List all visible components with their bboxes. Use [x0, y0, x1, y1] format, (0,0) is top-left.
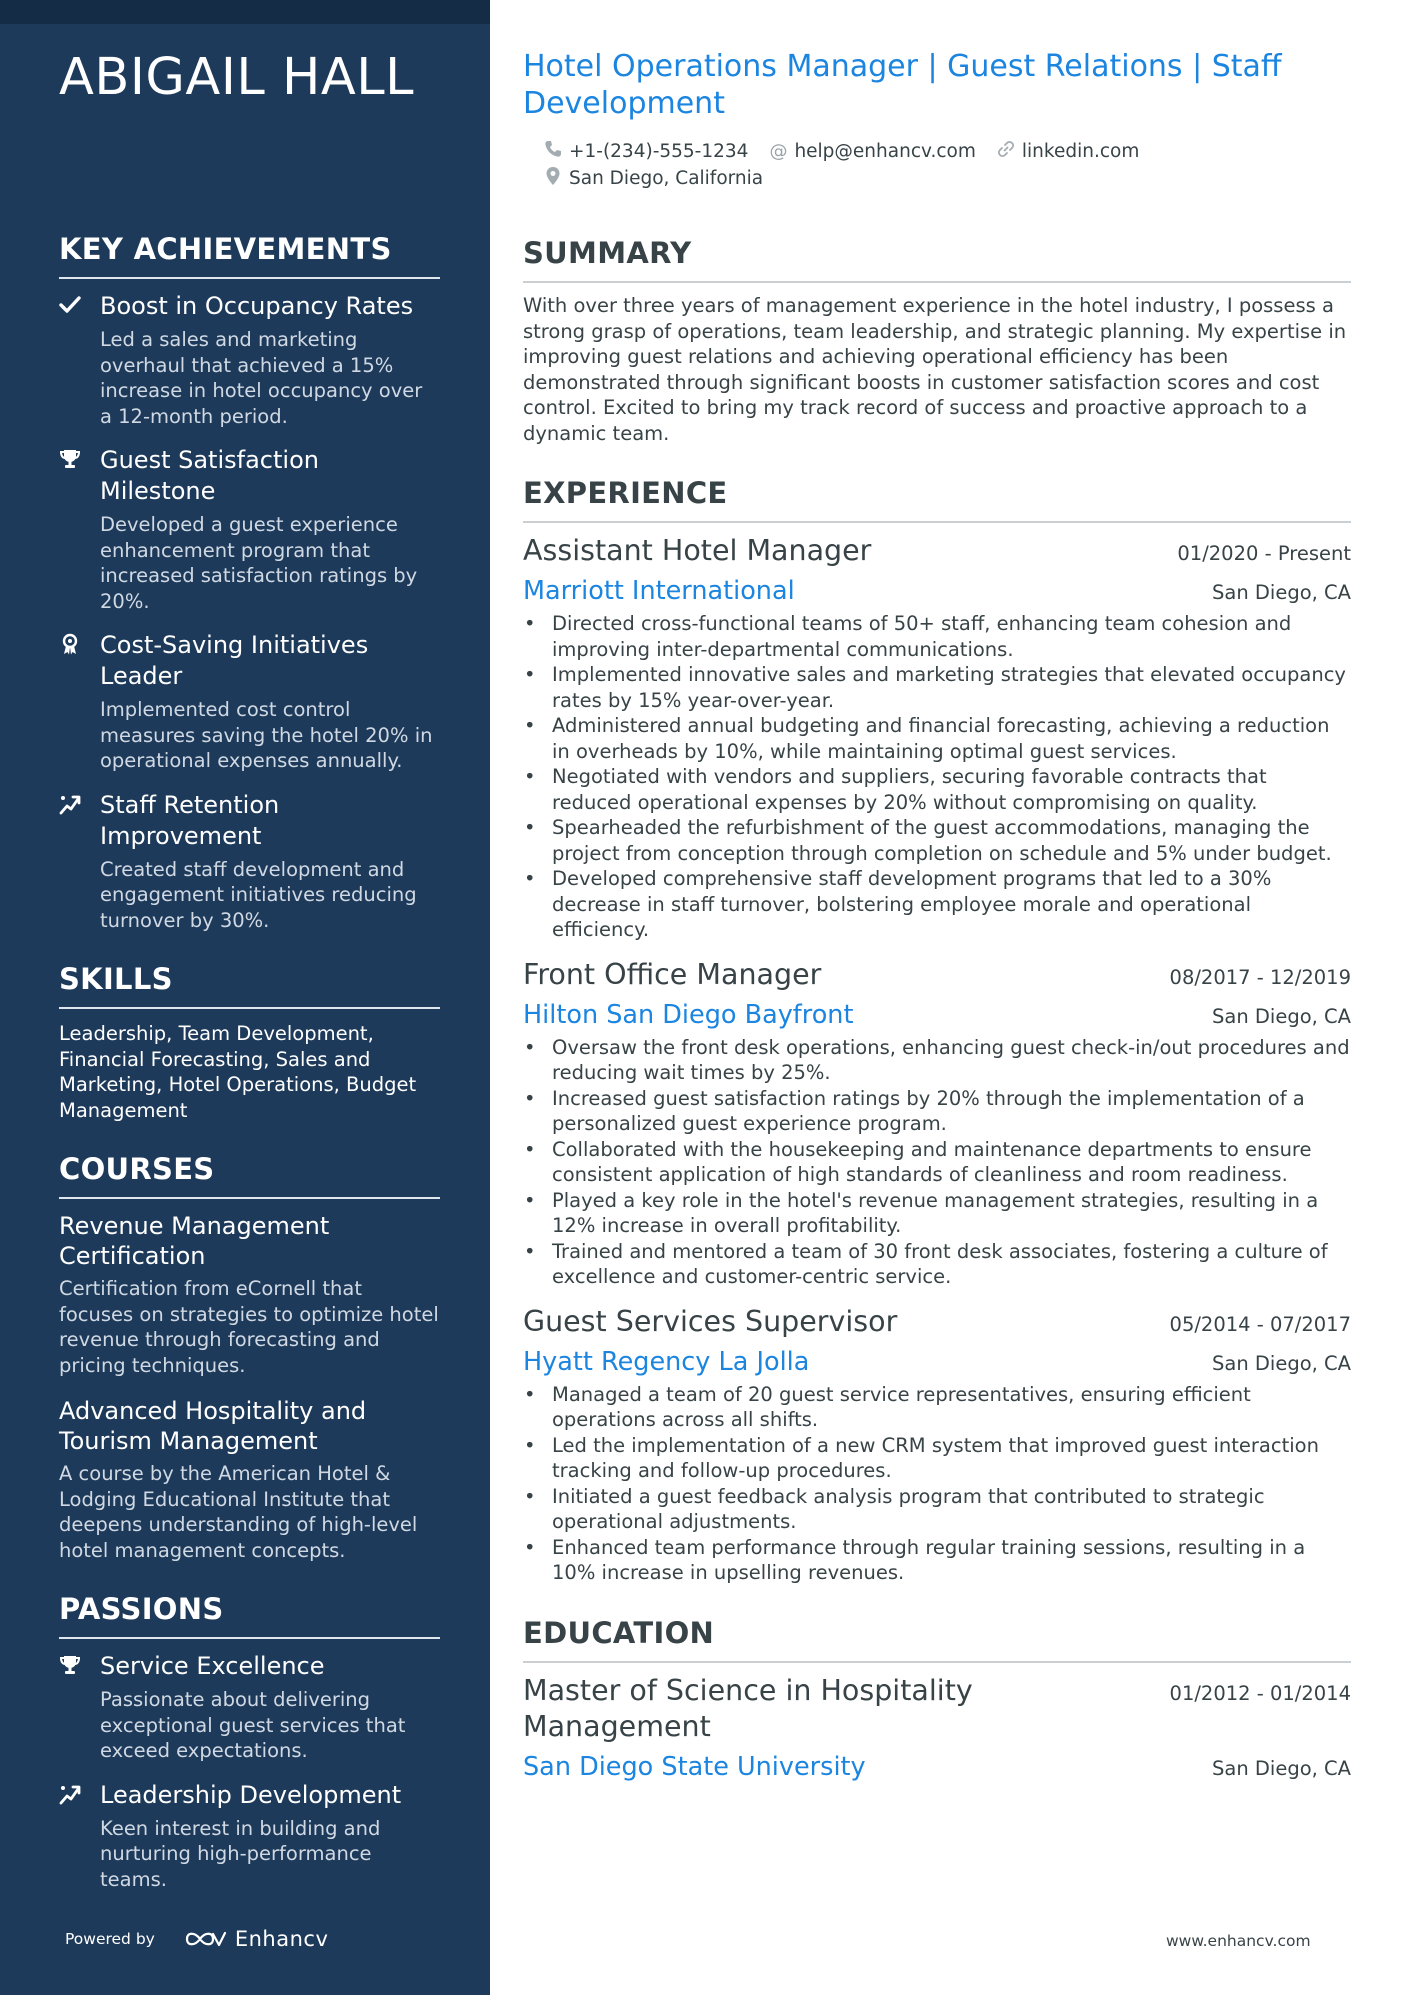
courses-title: COURSES [59, 1152, 440, 1199]
education-section [523, 1616, 1351, 1783]
main-content [523, 48, 1351, 1783]
course-description: A course by the American Hotel & Lodging Educational Institute that deepens understanding of high-level hotel management concepts. [59, 1462, 418, 1562]
job-entry [523, 1304, 1351, 1586]
achievement-title: Guest Satisfaction Milestone [100, 446, 319, 505]
enhancv-logo[interactable] [183, 1927, 329, 1951]
achievement-item [59, 445, 440, 614]
passions-section [59, 1592, 440, 1892]
bullet-item: • Played a key role in the hotel's revenue management strategies, resulting in a 12% increase in overall profitability. [523, 1188, 1351, 1239]
education-location: San Diego, CA [1212, 1756, 1351, 1780]
job-title: Front Office Manager [523, 957, 822, 991]
job-location: San Diego, CA [1212, 1351, 1351, 1375]
job-bullets [523, 611, 1351, 943]
summary-text: With over three years of management experience in the hotel industry, I possess a strong grasp of operations, team leadership, and strategic planning. My expertise in improving guest relations and achieving operational efficiency has been demonstrated through significant boosts in customer satisfaction scores and cost control. Excited to bring my track record of success and proactive approach to a dynamic team. [523, 294, 1347, 445]
job-bullets [523, 1035, 1351, 1290]
achievement-title: Boost in Occupancy Rates [100, 292, 414, 320]
bullet-item: • Administered annual budgeting and financial forecasting, achieving a reduction in overheads by 10%, while maintaining optimal guest services. [523, 713, 1351, 764]
experience-section [523, 476, 1351, 1586]
trophy-icon [59, 445, 100, 614]
passions-title: PASSIONS [59, 1592, 440, 1639]
achievement-description: Developed a guest experience enhancement program that increased satisfaction ratings by 20%. [100, 513, 418, 613]
bullet-item: • Led the implementation of a new CRM system that improved guest interaction tracking and follow-up procedures. [523, 1433, 1351, 1484]
bullet-item: • Increased guest satisfaction ratings by 20% through the implementation of a personalized guest experience program. [523, 1086, 1351, 1137]
powered-by-label: Powered by [65, 1930, 155, 1948]
passion-title: Leadership Development [100, 1780, 402, 1809]
growth-chart-icon [59, 790, 100, 934]
sidebar-top-strip [0, 0, 490, 24]
achievement-title: Cost-Saving Initiatives Leader [100, 631, 369, 690]
candidate-name: ABIGAIL HALL [59, 48, 415, 107]
job-location: San Diego, CA [1212, 1004, 1351, 1028]
bullet-item: • Developed comprehensive staff development programs that led to a 30% decrease in staff turnover, bolstering employee morale and operational efficiency. [523, 866, 1351, 943]
at-sign-icon: @ [769, 141, 788, 162]
email-contact[interactable] [768, 141, 975, 162]
key-achievements-title: KEY ACHIEVEMENTS [59, 232, 440, 279]
job-entry [523, 533, 1351, 943]
achievement-description: Implemented cost control measures saving the hotel 20% in operational expenses annually. [100, 698, 433, 772]
headline: Hotel Operations Manager | Guest Relations | Staff Development [523, 49, 1282, 121]
powered-by [65, 1927, 328, 1951]
sidebar [0, 0, 490, 1995]
passion-item [59, 1651, 440, 1764]
skills-list: Leadership, Team Development, Financial Forecasting, Sales and Marketing, Hotel Operations, Budget Management [59, 1022, 417, 1122]
bullet-item: • Oversaw the front desk operations, enhancing guest check-in/out procedures and reducing wait times by 25%. [523, 1035, 1351, 1086]
enhancv-brand-name: Enhancv [234, 1927, 329, 1951]
company-name: Marriott International [523, 576, 795, 606]
footer-url[interactable]: www.enhancv.com [1166, 1932, 1311, 1950]
passion-item [59, 1780, 440, 1893]
linkedin-url: linkedin.com [1021, 141, 1140, 162]
courses-section [59, 1152, 440, 1563]
bullet-item: • Negotiated with vendors and suppliers, securing favorable contracts that reduced operational expenses by 20% without compromising on quality. [523, 764, 1351, 815]
enhancv-logo-icon [183, 1928, 227, 1950]
bullet-item: • Spearheaded the refurbishment of the guest accommodations, managing the project from conception through completion on schedule and 5% under budget. [523, 815, 1351, 866]
achievement-title: Staff Retention Improvement [100, 790, 280, 850]
job-dates: 01/2020 - Present [1177, 542, 1351, 565]
summary-title: SUMMARY [523, 236, 1351, 283]
job-dates: 08/2017 - 12/2019 [1169, 965, 1351, 989]
job-title: Assistant Hotel Manager [523, 534, 872, 567]
achievement-item [59, 291, 440, 429]
summary-section [523, 236, 1351, 446]
course-title: Advanced Hospitality and Tourism Management [59, 1397, 367, 1455]
school-name: San Diego State University [523, 1751, 866, 1782]
contact-info [543, 138, 1351, 192]
job-dates: 05/2014 - 07/2017 [1169, 1312, 1351, 1336]
map-pin-icon [543, 166, 563, 191]
course-description: Certification from eCornell that focuses on strategies to optimize hotel revenue through forecasting and pricing techniques. [59, 1277, 439, 1377]
education-title: EDUCATION [523, 1616, 1351, 1663]
job-entry [523, 957, 1351, 1290]
achievement-description: Created staff development and engagement initiatives reducing turnover by 30%. [100, 857, 417, 932]
achievement-item [59, 630, 440, 774]
phone-icon [543, 140, 563, 163]
passion-description: Keen interest in building and nurturing high-performance teams. [100, 1816, 381, 1891]
achievement-item [59, 790, 440, 934]
phone-number: +1-(234)-555-1234 [569, 141, 749, 162]
job-title: Guest Services Supervisor [523, 1304, 898, 1338]
passion-description: Passionate about delivering exceptional guest services that exceed expectations. [100, 1688, 406, 1762]
bullet-item: • Trained and mentored a team of 30 front desk associates, fostering a culture of excellence and customer-centric service. [523, 1239, 1351, 1290]
bullet-item: • Initiated a guest feedback analysis program that contributed to strategic operational adjustments. [523, 1484, 1351, 1535]
experience-title: EXPERIENCE [523, 476, 1351, 523]
job-location: San Diego, CA [1212, 581, 1351, 604]
bullet-item: • Enhanced team performance through regular training sessions, resulting in a 10% increase in upselling revenues. [523, 1535, 1351, 1586]
achievement-description: Led a sales and marketing overhaul that achieved a 15% increase in hotel occupancy over a 12-month period. [100, 328, 423, 428]
course-item [59, 1211, 440, 1378]
location-text: San Diego, California [569, 168, 764, 189]
bullet-item: • Collaborated with the housekeeping and maintenance departments to ensure consistent application of high standards of cleanliness and room readiness. [523, 1137, 1351, 1188]
check-icon [59, 291, 100, 429]
key-achievements-section [59, 232, 440, 933]
bullet-item: • Implemented innovative sales and marketing strategies that elevated occupancy rates by 15% year-over-year. [523, 662, 1351, 713]
education-dates: 01/2012 - 01/2014 [1169, 1681, 1351, 1705]
company-name: Hilton San Diego Bayfront [523, 999, 854, 1030]
growth-chart-icon [59, 1780, 100, 1893]
linkedin-contact[interactable] [996, 140, 1139, 163]
skills-title: SKILLS [59, 962, 440, 1009]
job-bullets [523, 1382, 1351, 1586]
link-icon [996, 140, 1016, 163]
bullet-item: • Directed cross-functional teams of 50+ staff, enhancing team cohesion and improving inter-departmental communications. [523, 611, 1351, 662]
skills-section [59, 962, 440, 1123]
degree-title: Master of Science in Hospitality Management [523, 1673, 973, 1743]
company-name: Hyatt Regency La Jolla [523, 1346, 810, 1377]
trophy-icon [59, 1651, 100, 1764]
phone-contact[interactable] [543, 140, 748, 163]
email-address: help@enhancv.com [794, 141, 976, 162]
passion-title: Service Excellence [100, 1652, 325, 1680]
location-contact [543, 166, 763, 191]
course-item [59, 1396, 440, 1563]
course-title: Revenue Management Certification [59, 1212, 330, 1270]
bullet-item: • Managed a team of 20 guest service representatives, ensuring efficient operations across all shifts. [523, 1382, 1351, 1433]
award-ribbon-icon [59, 630, 100, 774]
